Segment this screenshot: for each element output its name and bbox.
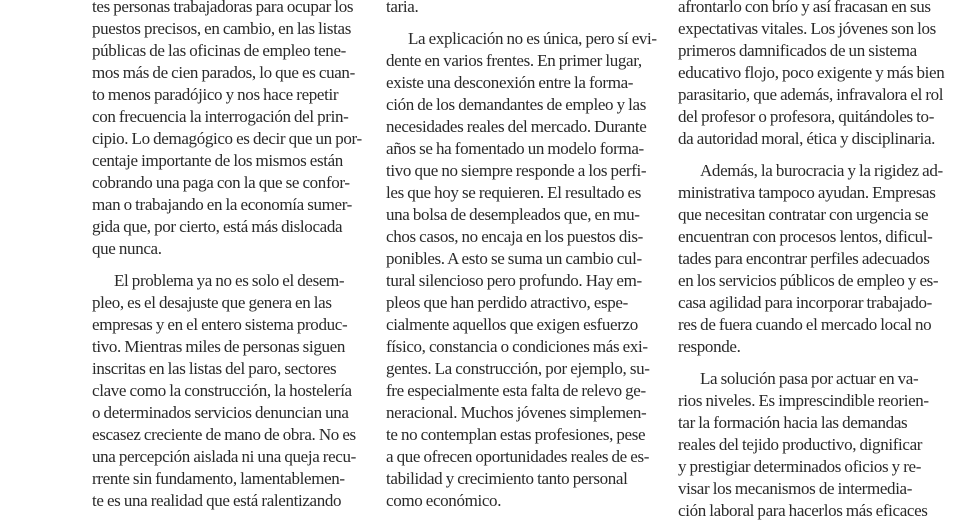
article-column-1: [92, 0, 362, 512]
text-line: to menos paradójico y nos hace repetir: [92, 85, 339, 104]
text-line: centaje importante de los mismos están: [92, 151, 343, 170]
text-line: afrontarlo con brío y así fracasan en sus: [678, 0, 931, 16]
text-line: necesidades reales del mercado. Durante: [386, 117, 647, 136]
text-line: La explicación no es única, pero sí evi-: [408, 29, 657, 48]
text-line: res de fuera cuando el mercado local no: [678, 315, 932, 334]
text-line: pleos que han perdido atractivo, espe-: [386, 293, 628, 312]
text-line: gida que, por cierto, está más dislocada: [92, 217, 343, 236]
text-line: cialmente aquellos que exigen esfuerzo: [386, 315, 638, 334]
text-line: cipio. Lo demagógico es decir que un por-: [92, 129, 362, 148]
text-line: te es una realidad que está ralentizando: [92, 491, 342, 510]
text-line: públicas de las oficinas de empleo tene-: [92, 41, 346, 60]
text-line: expectativas vitales. Los jóvenes son los: [678, 19, 936, 38]
text-line: ponibles. A esto se suma un cambio cul-: [386, 249, 642, 268]
text-line: o determinados servicios denuncian una: [92, 403, 349, 422]
text-line: inscritas en las listas del paro, sectores: [92, 359, 337, 378]
article-column-3: [678, 0, 945, 522]
text-line: man o trabajando en la economía sumer-: [92, 195, 352, 214]
text-line: La solución pasa por actuar en va-: [700, 369, 919, 388]
text-line: pleo, es el desajuste que genera en las: [92, 293, 332, 312]
article-paragraph: [678, 368, 940, 522]
text-line: chos casos, no encaja en los puestos dis-: [386, 227, 643, 246]
text-line: una bolsa de desempleados que, en mu-: [386, 205, 640, 224]
text-line: puestos precisos, en cambio, en las listas: [92, 19, 351, 38]
text-line: ción de los demandantes de empleo y las: [386, 95, 646, 114]
text-line: rrente sin fundamento, lamentablemen-: [92, 469, 345, 488]
text-line: educativo flojo, poco exigente y más bien: [678, 63, 945, 82]
text-line: Además, la burocracia y la rigidez ad-: [700, 161, 943, 180]
text-line: escasez creciente de mano de obra. No es: [92, 425, 356, 444]
text-line: físico, constancia o condiciones más exi-: [386, 337, 648, 356]
text-line: que nunca.: [92, 239, 162, 258]
text-line: empresas y en el entero sistema produc-: [92, 315, 348, 334]
article-paragraph: [92, 0, 362, 260]
article-paragraph: [92, 270, 356, 512]
text-line: que necesitan contratar con urgencia se: [678, 205, 929, 224]
paragraph-gap: [678, 358, 940, 368]
text-line: años se ha fomentado un modelo forma-: [386, 139, 644, 158]
text-line: primeros damnificados de un sistema: [678, 41, 917, 60]
article-paragraph: [678, 160, 943, 358]
text-line: y prestigiar determinados oficios y re-: [678, 457, 922, 476]
text-line: casa agilidad para incorporar trabajado-: [678, 293, 932, 312]
text-line: tural silencioso pero profundo. Hay em-: [386, 271, 642, 290]
text-line: El problema ya no es solo el desem-: [114, 271, 345, 290]
text-line: reales del tejido productivo, dignificar: [678, 435, 923, 454]
paragraph-gap: [386, 18, 656, 28]
text-line: te no contemplan estas profesiones, pese: [386, 425, 646, 444]
article-paragraph: [678, 0, 945, 150]
text-line: una percepción aislada ni una queja recu-: [92, 447, 356, 466]
text-line: responde.: [678, 337, 741, 356]
text-line: con frecuencia la interrogación del prin-: [92, 107, 349, 126]
article-paragraph: [386, 0, 656, 18]
paragraph-gap: [678, 150, 940, 160]
text-line: a que ofrecen oportunidades reales de es-: [386, 447, 650, 466]
text-line: tabilidad y crecimiento tanto personal: [386, 469, 628, 488]
text-line: gentes. La construcción, por ejemplo, su-: [386, 359, 650, 378]
text-line: tar la formación hacia las demandas: [678, 413, 908, 432]
text-line: como económico.: [386, 491, 502, 510]
text-line: parasitario, que además, infravalora el rol: [678, 85, 944, 104]
article-column-2: [386, 0, 656, 512]
text-line: en los servicios públicos de empleo y es-: [678, 271, 939, 290]
text-line: clave como la construcción, la hostelería: [92, 381, 352, 400]
text-line: taria.: [386, 0, 419, 16]
text-line: les que hoy se requieren. El resultado es: [386, 183, 642, 202]
text-line: tivo. Mientras miles de personas siguen: [92, 337, 345, 356]
text-line: neracional. Muchos jóvenes simplemen-: [386, 403, 647, 422]
text-line: tivo que no siempre responde a los perfi-: [386, 161, 647, 180]
text-line: mos más de cien parados, lo que es cuan-: [92, 63, 355, 82]
text-line: existe una desconexión entre la forma-: [386, 73, 634, 92]
text-line: tades para encontrar perfiles adecuados: [678, 249, 930, 268]
text-line: cobrando una paga con la que se confor-: [92, 173, 350, 192]
paragraph-gap: [92, 260, 350, 270]
text-line: da autoridad moral, ética y disciplinaria.: [678, 129, 936, 148]
article-paragraph: [386, 28, 656, 512]
text-line: del profesor o profesora, quitándoles to-: [678, 107, 935, 126]
text-line: dente en varios frentes. En primer lugar,: [386, 51, 642, 70]
text-line: rios niveles. Es imprescindible reorien-: [678, 391, 929, 410]
text-line: encuentran con procesos lentos, dificul-: [678, 227, 933, 246]
text-line: fre especialmente esta falta de relevo ge-: [386, 381, 646, 400]
text-line: tes personas trabajadoras para ocupar los: [92, 0, 354, 16]
text-line: visar los mecanismos de intermedia-: [678, 479, 913, 498]
text-line: ministrativa tampoco ayudan. Empresas: [678, 183, 936, 202]
text-line: ción laboral para hacerlos más eficaces: [678, 501, 928, 520]
